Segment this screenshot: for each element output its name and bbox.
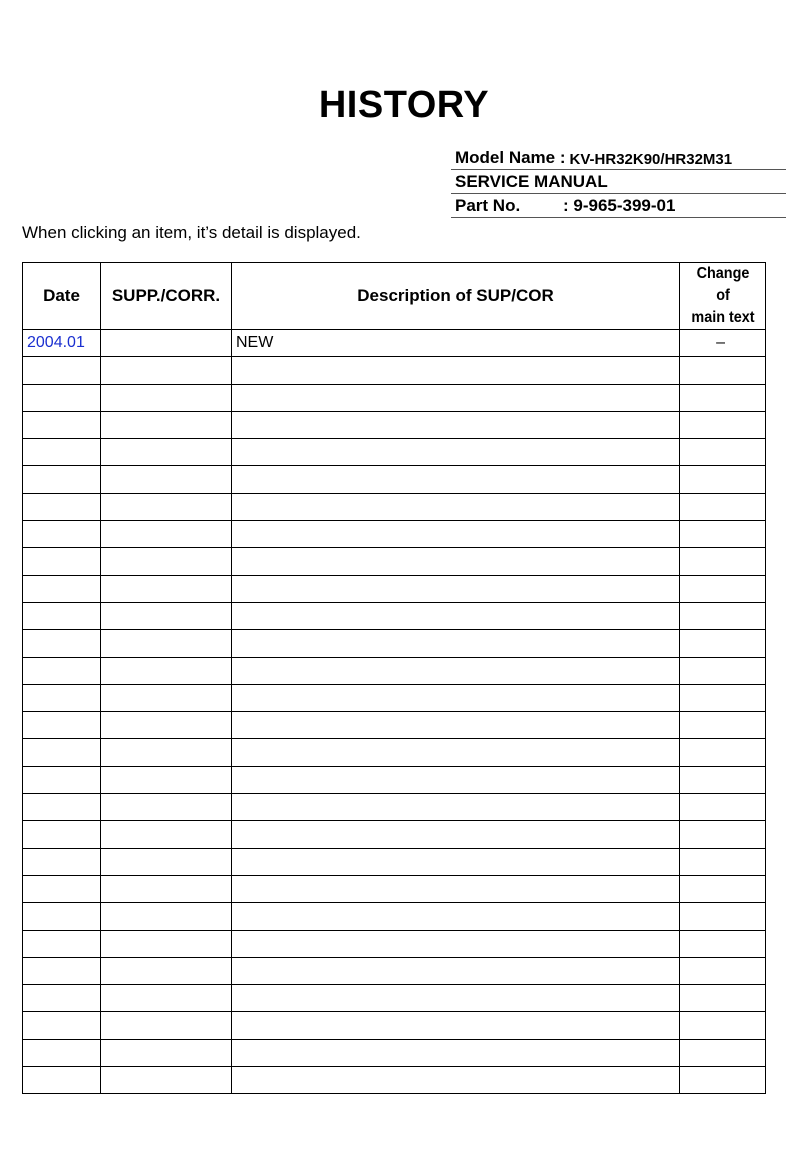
row-change-of-main-text — [680, 930, 766, 957]
table-row-empty — [23, 794, 766, 821]
row-description — [232, 985, 680, 1012]
table-row-empty — [23, 1039, 766, 1066]
row-change-of-main-text — [680, 357, 766, 384]
table-row-empty — [23, 821, 766, 848]
row-supp-corr — [101, 466, 232, 493]
header-change-of-main-text — [684, 263, 761, 330]
row-date — [23, 466, 101, 493]
row-description — [232, 1012, 680, 1039]
row-date — [23, 1039, 101, 1066]
row-change-of-main-text — [680, 766, 766, 793]
row-date — [23, 985, 101, 1012]
row-description — [232, 439, 680, 466]
row-description — [232, 357, 680, 384]
manual-info-block — [451, 146, 786, 218]
row-date — [23, 712, 101, 739]
row-change-of-main-text — [680, 411, 766, 438]
row-date — [23, 875, 101, 902]
row-date-link[interactable]: 2004.01 — [23, 330, 101, 357]
table-row-empty — [23, 384, 766, 411]
row-date — [23, 411, 101, 438]
row-description — [232, 930, 680, 957]
row-date — [23, 521, 101, 548]
row-change-of-main-text — [680, 794, 766, 821]
row-supp-corr — [101, 766, 232, 793]
row-description — [232, 548, 680, 575]
row-description — [232, 684, 680, 711]
row-change-of-main-text — [680, 439, 766, 466]
row-supp-corr — [101, 1039, 232, 1066]
row-supp-corr — [101, 684, 232, 711]
row-supp-corr — [101, 712, 232, 739]
table-row-empty — [23, 903, 766, 930]
row-change-of-main-text — [680, 985, 766, 1012]
row-supp-corr — [101, 739, 232, 766]
row-supp-corr — [101, 930, 232, 957]
table-row-empty — [23, 930, 766, 957]
row-date — [23, 493, 101, 520]
row-supp-corr — [101, 330, 232, 357]
table-row-empty — [23, 739, 766, 766]
table-row-empty — [23, 548, 766, 575]
row-description — [232, 657, 680, 684]
row-supp-corr — [101, 1012, 232, 1039]
row-change-of-main-text — [680, 875, 766, 902]
row-description — [232, 411, 680, 438]
row-change-of-main-text — [680, 903, 766, 930]
header-change-line2: main text — [690, 309, 755, 326]
row-supp-corr — [101, 657, 232, 684]
row-supp-corr — [101, 411, 232, 438]
row-change-of-main-text — [680, 630, 766, 657]
row-supp-corr — [101, 602, 232, 629]
row-date — [23, 439, 101, 466]
row-supp-corr — [101, 548, 232, 575]
row-description: NEW — [232, 330, 680, 357]
table-row-empty — [23, 493, 766, 520]
row-supp-corr — [101, 493, 232, 520]
row-description — [232, 848, 680, 875]
table-row-empty — [23, 357, 766, 384]
row-supp-corr — [101, 521, 232, 548]
table-header-row — [23, 263, 766, 330]
header-change-line1: Change of — [696, 265, 749, 304]
row-date — [23, 766, 101, 793]
row-supp-corr — [101, 875, 232, 902]
row-description — [232, 493, 680, 520]
row-description — [232, 521, 680, 548]
row-description — [232, 1067, 680, 1094]
row-change-of-main-text — [680, 602, 766, 629]
service-manual-label: SERVICE MANUAL — [455, 172, 608, 191]
row-change-of-main-text — [680, 821, 766, 848]
row-change-of-main-text — [680, 1039, 766, 1066]
row-supp-corr — [101, 903, 232, 930]
row-supp-corr — [101, 630, 232, 657]
row-description — [232, 766, 680, 793]
header-description: Description of SUP/COR — [232, 263, 680, 330]
table-row-empty — [23, 630, 766, 657]
row-description — [232, 630, 680, 657]
row-supp-corr — [101, 985, 232, 1012]
row-description — [232, 957, 680, 984]
model-name-value: KV-HR32K90/HR32M31 — [569, 151, 733, 168]
row-change-of-main-text — [680, 493, 766, 520]
row-date — [23, 821, 101, 848]
row-change-of-main-text — [680, 384, 766, 411]
row-date — [23, 548, 101, 575]
row-supp-corr — [101, 357, 232, 384]
row-change-of-main-text — [680, 848, 766, 875]
table-row-empty — [23, 684, 766, 711]
table-row-empty — [23, 957, 766, 984]
row-date — [23, 794, 101, 821]
row-change-of-main-text — [680, 466, 766, 493]
service-manual-row — [451, 170, 786, 194]
table-row-empty — [23, 657, 766, 684]
row-change-of-main-text — [680, 521, 766, 548]
row-description — [232, 739, 680, 766]
row-change-of-main-text — [680, 712, 766, 739]
table-row-empty — [23, 411, 766, 438]
row-date — [23, 1067, 101, 1094]
row-change-of-main-text — [680, 1012, 766, 1039]
row-description — [232, 466, 680, 493]
model-name-label: Model Name : — [455, 148, 566, 167]
part-number-value: : 9-965-399-01 — [563, 196, 676, 215]
row-change-of-main-text — [680, 1067, 766, 1094]
model-name-row — [451, 146, 786, 170]
row-date — [23, 957, 101, 984]
row-date — [23, 1012, 101, 1039]
table-row-empty — [23, 602, 766, 629]
row-supp-corr — [101, 384, 232, 411]
row-change-of-main-text — [680, 739, 766, 766]
row-supp-corr — [101, 439, 232, 466]
header-supp-corr: SUPP./CORR. — [101, 263, 232, 330]
row-supp-corr — [101, 1067, 232, 1094]
row-description — [232, 602, 680, 629]
table-row-empty — [23, 439, 766, 466]
row-date — [23, 657, 101, 684]
header-date: Date — [23, 263, 101, 330]
row-description — [232, 794, 680, 821]
row-date — [23, 739, 101, 766]
table-row-empty — [23, 466, 766, 493]
row-change-of-main-text: – — [680, 330, 766, 357]
row-change-of-main-text — [680, 684, 766, 711]
row-description — [232, 821, 680, 848]
part-number-row — [451, 194, 786, 218]
row-supp-corr — [101, 848, 232, 875]
row-change-of-main-text — [680, 657, 766, 684]
table-row-empty — [23, 985, 766, 1012]
table-row-empty — [23, 575, 766, 602]
table-row[interactable] — [23, 330, 766, 357]
history-table — [22, 262, 766, 1094]
row-date — [23, 930, 101, 957]
table-row-empty — [23, 766, 766, 793]
table-row-empty — [23, 521, 766, 548]
table-row-empty — [23, 875, 766, 902]
row-description — [232, 575, 680, 602]
row-description — [232, 875, 680, 902]
row-date — [23, 848, 101, 875]
table-row-empty — [23, 1012, 766, 1039]
instruction-text: When clicking an item, it’s detail is displayed. — [22, 223, 361, 242]
row-change-of-main-text — [680, 548, 766, 575]
row-date — [23, 630, 101, 657]
row-date — [23, 575, 101, 602]
row-supp-corr — [101, 575, 232, 602]
row-supp-corr — [101, 821, 232, 848]
table-row-empty — [23, 712, 766, 739]
row-date — [23, 384, 101, 411]
table-row-empty — [23, 848, 766, 875]
row-date — [23, 903, 101, 930]
page-title: HISTORY — [318, 84, 490, 126]
row-change-of-main-text — [680, 957, 766, 984]
part-number-label: Part No. — [455, 196, 521, 215]
row-description — [232, 712, 680, 739]
row-date — [23, 684, 101, 711]
row-supp-corr — [101, 794, 232, 821]
row-date — [23, 602, 101, 629]
row-supp-corr — [101, 957, 232, 984]
row-date — [23, 357, 101, 384]
row-description — [232, 384, 680, 411]
row-change-of-main-text — [680, 575, 766, 602]
table-row-empty — [23, 1067, 766, 1094]
row-description — [232, 1039, 680, 1066]
row-description — [232, 903, 680, 930]
